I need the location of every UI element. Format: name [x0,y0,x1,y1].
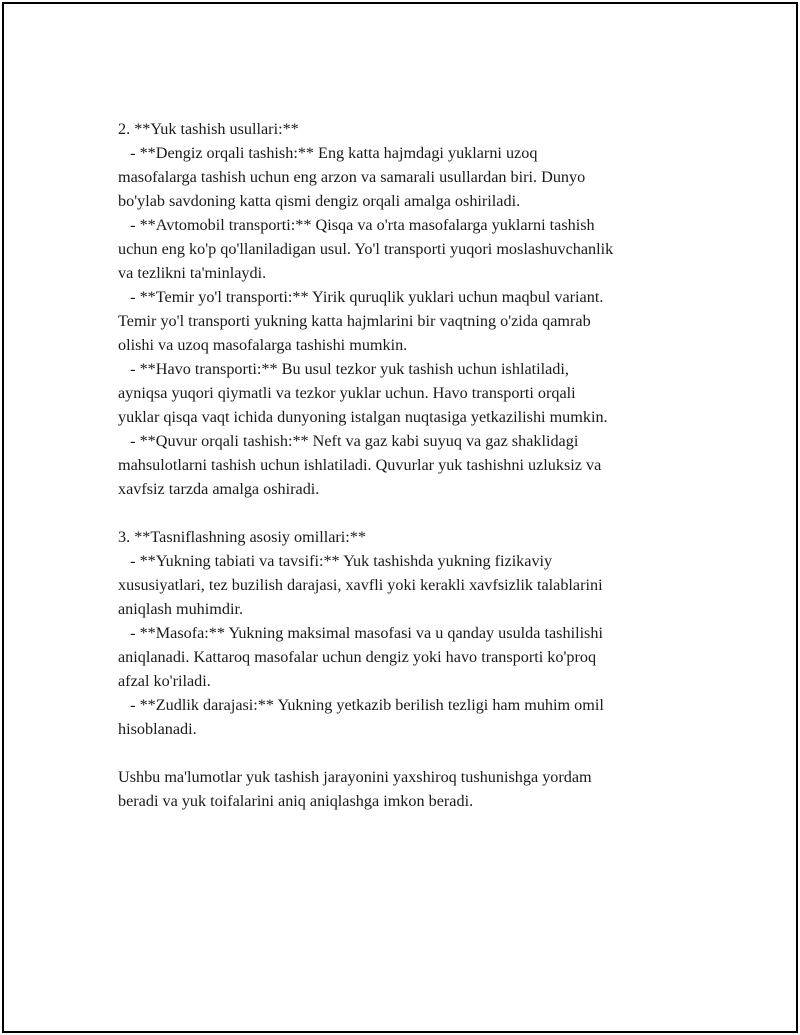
text-line: - **Temir yo'l transporti:** Yirik quruqlik yuklari uchun maqbul variant. [118,288,604,306]
section-3-heading: 3. **Tasniflashning asosiy omillari:** [118,528,366,546]
text-line: - **Havo transporti:** Bu usul tezkor yuk tashish uchun ishlatiladi, [118,360,569,378]
text-line: aniqlanadi. Kattaroq masofalar uchun dengiz yoki havo transporti ko'proq [118,648,597,666]
text-line: aniqlash muhimdir. [118,600,243,618]
section-2-heading: 2. **Yuk tashish usullari:** [118,120,299,138]
text-line: xususiyatlari, tez buzilish darajasi, xavfli yoki kerakli xavfsizlik talablarini [118,576,603,594]
text-line: bo'ylab savdoning katta qismi dengiz orqali amalga oshiriladi. [118,192,521,210]
text-line: - **Zudlik darajasi:** Yukning yetkazib berilish tezligi ham muhim omil [118,696,604,714]
text-line: afzal ko'riladi. [118,672,211,690]
list-item-dengiz [118,141,688,213]
list-item-quvur [118,429,688,501]
paragraph-spacer [118,741,688,765]
list-item-avtomobil [118,213,688,285]
text-line: va tezlikni ta'minlaydi. [118,264,267,282]
text-line: - **Avtomobil transporti:** Qisqa va o'rta masofalarga yuklarni tashish [118,216,595,234]
text-line: - **Dengiz orqali tashish:** Eng katta hajmdagi yuklarni uzoq [118,144,538,162]
list-item-temir-yol [118,285,688,357]
text-line: hisoblanadi. [118,720,197,738]
text-line: - **Masofa:** Yukning maksimal masofasi va u qanday usulda tashilishi [118,624,603,642]
text-line: olishi va uzoq masofalarga tashishi mumkin. [118,336,408,354]
text-line: - **Yukning tabiati va tavsifi:** Yuk tashishda yukning fizikaviy [118,552,553,570]
text-line: masofalarga tashish uchun eng arzon va samarali usullardan biri. Dunyo [118,168,586,186]
document-body [118,117,688,813]
text-line: xavfsiz tarzda amalga oshiradi. [118,480,320,498]
list-item-masofa [118,621,688,693]
list-item-havo [118,357,688,429]
text-line: uchun eng ko'p qo'llaniladigan usul. Yo'l transporti yuqori moslashuvchanlik [118,240,614,258]
conclusion-paragraph [118,765,688,813]
text-line: - **Quvur orqali tashish:** Neft va gaz kabi suyuq va gaz shaklidagi [118,432,579,450]
text-line: yuklar qisqa vaqt ichida dunyoning istalgan nuqtasiga yetkazilishi mumkin. [118,408,608,426]
text-line: Temir yo'l transporti yukning katta hajmlarini bir vaqtning o'zida qamrab [118,312,591,330]
text-line: Ushbu ma'lumotlar yuk tashish jarayonini yaxshiroq tushunishga yordam [118,768,592,786]
list-item-zudlik [118,693,688,741]
text-line: mahsulotlarni tashish uchun ishlatiladi. Quvurlar yuk tashishni uzluksiz va [118,456,602,474]
paragraph-spacer [118,501,688,525]
text-line: ayniqsa yuqori qiymatli va tezkor yuklar uchun. Havo transporti orqali [118,384,576,402]
text-line: beradi va yuk toifalarini aniq aniqlashga imkon beradi. [118,792,474,810]
list-item-yuk-tabiati [118,549,688,621]
